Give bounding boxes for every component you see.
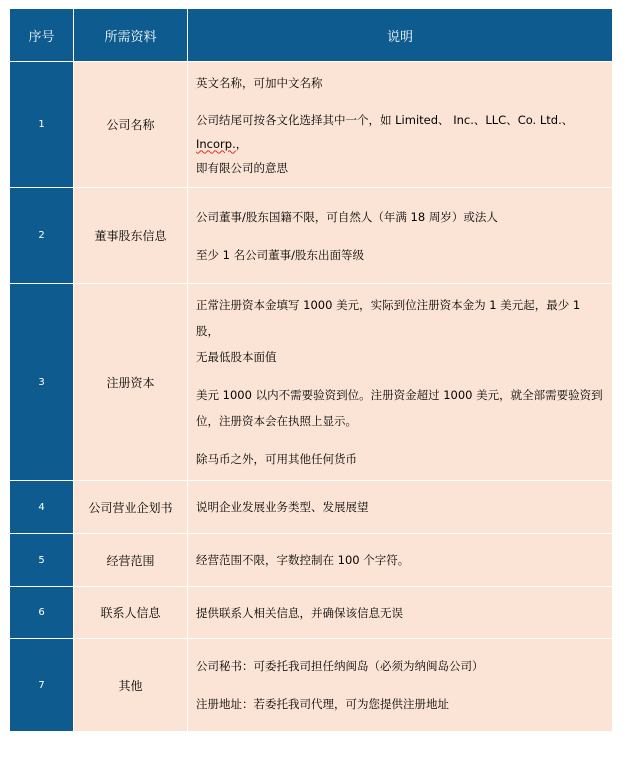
desc-text: 公司结尾可按各文化选择其中一个，如 Limited、 Inc.、LLC、Co. Ltd.、 [196,112,574,127]
desc-text: 位，注册资本会在执照上显示。 [196,414,357,428]
row-material: 董事股东信息 [74,188,188,284]
row-index: 4 [10,481,74,534]
row-description [188,481,613,534]
table-row [10,284,613,481]
row-description [188,534,613,587]
row-material: 经营范围 [74,534,188,587]
table-row [10,587,613,639]
desc-text: 无最低股本面值 [196,350,277,364]
desc-line: 公司董事/股东国籍不限，可自然人（年满 18 周岁）或法人 [196,209,498,224]
row-description [188,188,613,284]
desc-line: 除马币之外，可用其他任何货币 [196,452,357,466]
desc-text: 美元 1000 以内不需要验资到位。注册资金超过 1000 美元，就全部需要验资到 [196,388,603,402]
requirements-table [9,8,613,732]
desc-line: 提供联系人相关信息，并确保该信息无误 [196,605,403,620]
desc-line: 经营范围不限，字数控制在 100 个字符。 [196,553,410,567]
row-description [188,587,613,639]
desc-line: 至少 1 名公司董事/股东出面等级 [196,247,365,262]
row-description [188,62,613,188]
row-material: 注册资本 [74,284,188,481]
row-index: 7 [10,639,74,732]
desc-line: 说明企业发展业务类型、发展展望 [196,500,369,514]
desc-line [196,292,604,370]
row-description [188,284,613,481]
table-row [10,534,613,587]
header-description: 说明 [188,9,613,62]
row-material: 公司名称 [74,62,188,188]
spellcheck-word: Incorp. [196,136,236,151]
table-row [10,62,613,188]
row-index: 3 [10,284,74,481]
desc-text: 即有限公司的意思 [196,160,288,175]
desc-line: 公司秘书：可委托我司担任纳闽岛（必须为纳闽岛公司） [196,659,484,673]
desc-text: 正常注册资本金填写 1000 美元，实际到位注册资本金为 1 美元起，最少 1 股， [196,298,581,338]
row-material: 其他 [74,639,188,732]
desc-line [196,382,604,434]
row-index: 6 [10,587,74,639]
row-material: 联系人信息 [74,587,188,639]
desc-line: 注册地址：若委托我司代理，可为您提供注册地址 [196,697,449,711]
row-index: 2 [10,188,74,284]
desc-line [196,108,604,180]
table-row [10,639,613,732]
table-row [10,481,613,534]
row-description [188,639,613,732]
row-index: 1 [10,62,74,188]
table-row [10,188,613,284]
row-index: 5 [10,534,74,587]
desc-text: ， [235,136,248,151]
header-index: 序号 [10,9,74,62]
desc-line: 英文名称，可加中文名称 [196,75,323,90]
header-material: 所需资料 [74,9,188,62]
row-material: 公司营业企划书 [74,481,188,534]
header-row [10,9,613,62]
